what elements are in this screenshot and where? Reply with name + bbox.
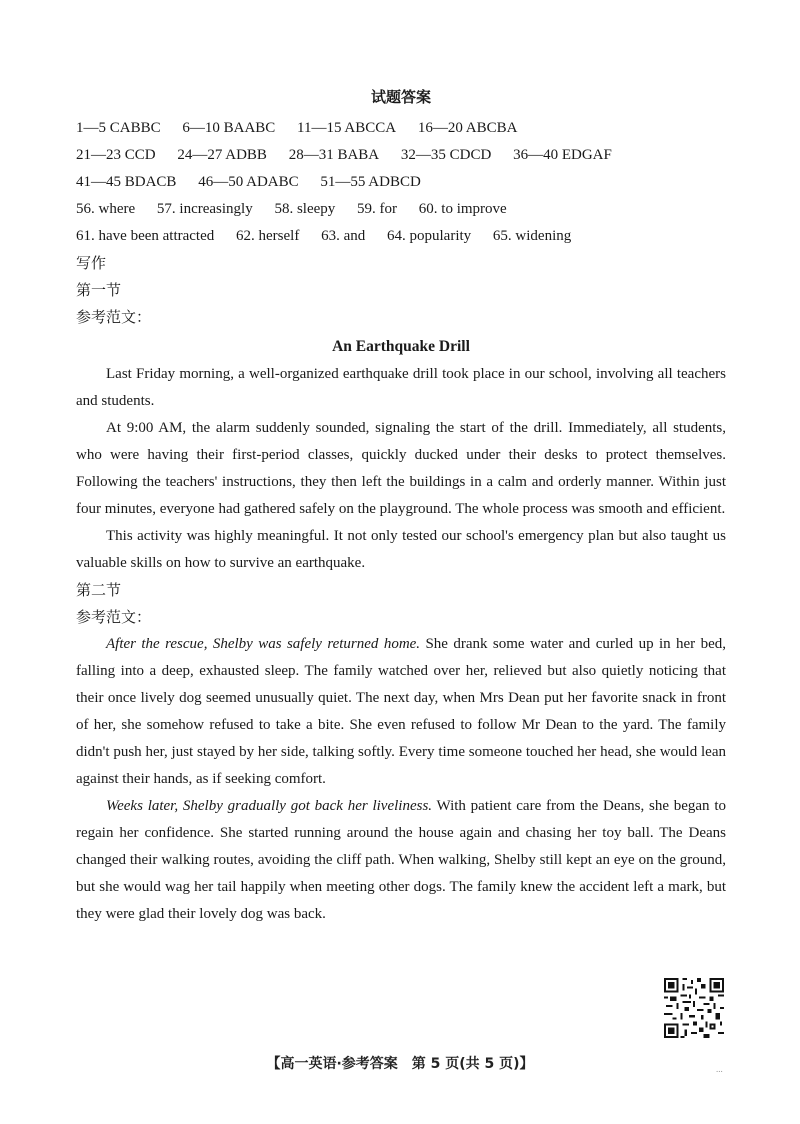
section-2-label: 第二节 <box>76 581 122 599</box>
answer-key-block <box>76 115 726 250</box>
answer-sheet <box>76 86 726 928</box>
answer-group: 41—45 BDACB <box>76 174 177 190</box>
qr-code-icon <box>664 978 724 1038</box>
essay-paragraph: Last Friday morning, a well-organized earthquake drill took place in our school, involving all teachers and students. <box>76 366 726 409</box>
answer-group: 36—40 EDGAF <box>513 147 612 163</box>
paragraph-body: With patient care from the Deans, she began to regain her confidence. She started running around the house again and chasing her toy ball. The Deans changed their walking routes, avoiding the cliff path. When walking, Shelby still kept an eye on the ground, but she would wag her tail happily when meeting other dogs. The family knew the accident left a mark, but they were glad their lovely dog was back. <box>76 798 726 922</box>
answer-group: 28—31 BABA <box>288 147 380 163</box>
answer-item: 60. to improve <box>418 201 507 217</box>
answer-item: 65. widening <box>492 228 572 244</box>
paragraph-lead-sentence: Weeks later, Shelby gradually got back her liveliness. <box>106 798 433 814</box>
section-1-label: 第一节 <box>76 281 122 299</box>
answer-group: 11—15 ABCCA <box>297 120 397 136</box>
essay-title: An Earthquake Drill <box>332 338 470 355</box>
answer-item: 56. where <box>76 201 136 217</box>
answer-group: 16—20 ABCBA <box>417 120 518 136</box>
answer-item: 58. sleepy <box>274 201 336 217</box>
writing-label: 写作 <box>76 254 107 272</box>
continuation-paragraph <box>76 793 726 928</box>
answer-line <box>76 142 726 169</box>
paragraph-lead-sentence: After the rescue, Shelby was safely returned home. <box>106 636 421 652</box>
answer-group: 32—35 CDCD <box>400 147 492 163</box>
answer-group: 21—23 CCD <box>76 147 156 163</box>
essay-paragraph: At 9:00 AM, the alarm suddenly sounded, signaling the start of the drill. Immediately, all students, who were having their first-period classes, quickly ducked under their desks to protect themselves. Following the teachers' instructions, they then left the buildings in a calm and orderly manner. Within just four minutes, everyone had gathered safely on the playground. The whole process was smooth and efficient. <box>76 420 726 517</box>
answer-group: 6—10 BAABC <box>182 120 276 136</box>
essay-paragraph: This activity was highly meaningful. It not only tested our school's emergency plan but also taught us valuable skills on how to survive an earthquake. <box>76 528 726 571</box>
answer-group: 24—27 ADBB <box>177 147 267 163</box>
paragraph-body: She drank some water and curled up in her bed, falling into a deep, exhausted sleep. The family watched over her, relieved but also quietly noticing that their once lively dog seemed unusually quiet. The next day, when Mrs Dean put her favorite snack in front of her, she somehow refused to take a bite. She even refused to follow Mr Dean to the yard. The family didn't push her, just stayed by her side, talking softly. Every time someone touched her head, she would lean against their hands, as if seeking comfort. <box>76 636 726 787</box>
answer-group: 46—50 ADABC <box>198 174 299 190</box>
sample-essay-label: 参考范文： <box>76 608 152 626</box>
answer-item: 63. and <box>321 228 366 244</box>
answer-item: 59. for <box>357 201 398 217</box>
answer-group: 1—5 CABBC <box>76 120 161 136</box>
answer-item: 57. increasingly <box>156 201 253 217</box>
answer-line <box>76 223 726 250</box>
answer-group: 51—55 ADBCD <box>320 174 421 190</box>
answer-line <box>76 196 726 223</box>
sample-essay-label: 参考范文： <box>76 308 152 326</box>
continuation-paragraph <box>76 631 726 793</box>
page-footer: 【高一英语·参考答案 第 5 页(共 5 页)】 <box>266 1056 534 1072</box>
answer-item: 64. popularity <box>387 228 472 244</box>
answer-item: 62. herself <box>236 228 300 244</box>
footer-dots: ... <box>716 1064 723 1074</box>
answer-line <box>76 169 726 196</box>
answers-title: 试题答案 <box>370 88 431 106</box>
answer-line <box>76 115 726 142</box>
answer-item: 61. have been attracted <box>76 228 215 244</box>
